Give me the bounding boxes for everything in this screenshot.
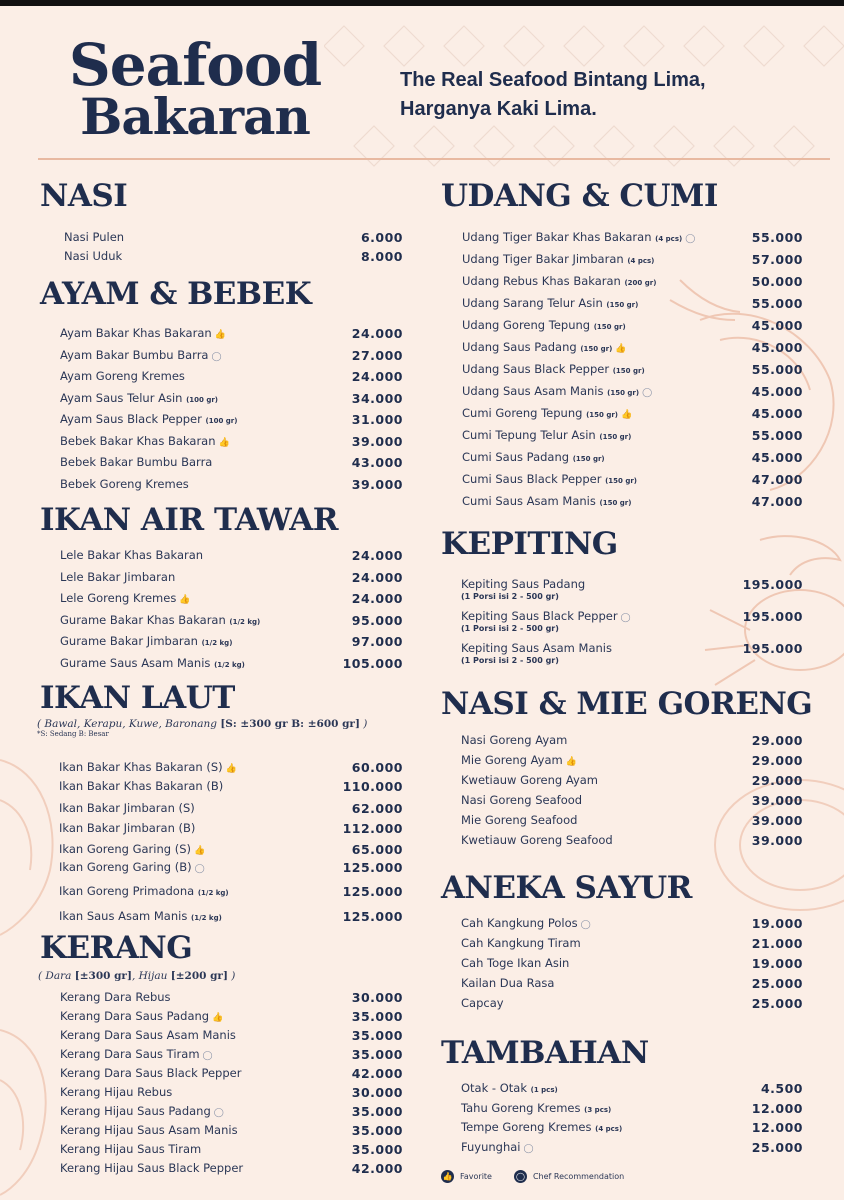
item-name: Gurame Bakar Jimbaran <box>60 634 198 649</box>
item-name: Mie Goreng Ayam <box>461 753 563 767</box>
item-weight: (100 gr) <box>186 395 219 404</box>
item-name: Gurame Saus Asam Manis <box>60 655 211 670</box>
item-name: Kerang Hijau Saus Tiram <box>60 1142 202 1156</box>
item-name: Ayam Saus Telur Asin <box>60 390 183 405</box>
menu-item <box>461 577 803 609</box>
list-aneka-sayur <box>461 916 803 1016</box>
menu-item <box>461 1140 803 1160</box>
item-name: Udang Sarang Telur Asin <box>462 296 603 310</box>
menu-item <box>461 976 803 996</box>
menu-item <box>462 230 803 252</box>
item-weight: (150 gr) <box>606 301 639 309</box>
item-price: 35.000 <box>351 1104 403 1119</box>
menu-item <box>461 1081 803 1101</box>
item-price: 35.000 <box>351 1028 403 1043</box>
note-end: ) <box>359 718 368 730</box>
item-price: 39.000 <box>351 433 403 449</box>
item-weight: (1/2 kg) <box>191 914 222 922</box>
list-ikan-laut <box>59 760 403 929</box>
item-price: 62.000 <box>351 800 403 816</box>
item-price: 125.000 <box>342 860 403 875</box>
item-name: Kerang Hijau Rebus <box>60 1085 173 1099</box>
item-price: 110.000 <box>342 778 403 794</box>
item-name: Cah Toge Ikan Asin <box>461 956 570 970</box>
menu-item <box>60 1104 403 1123</box>
item-name: Tahu Goreng Kremes <box>461 1100 581 1115</box>
section-title: AYAM & BEBEK <box>40 276 312 312</box>
item-price: 55.000 <box>751 428 803 443</box>
item-price: 19.000 <box>751 916 803 931</box>
item-price: 125.000 <box>342 909 403 924</box>
thumbs-up-icon: 👍 <box>179 595 191 606</box>
thumbs-up-icon: 👍 <box>214 330 226 340</box>
item-weight: (150 gr) <box>593 323 626 331</box>
section-title: KEPITING <box>441 526 618 562</box>
item-weight: (4 pcs) <box>655 235 683 243</box>
section-title: ANEKA SAYUR <box>441 870 692 906</box>
item-name: Cumi Saus Black Pepper <box>462 472 602 486</box>
item-name: Ayam Saus Black Pepper <box>60 412 202 426</box>
menu-item <box>59 779 403 801</box>
legend-chef: Chef Recommendation <box>532 1172 625 1181</box>
item-price: 112.000 <box>342 820 403 836</box>
chef-hat-icon: ◯ <box>685 234 696 244</box>
item-price: 47.000 <box>751 472 803 487</box>
list-tambahan <box>461 1081 803 1159</box>
item-price: 39.000 <box>751 793 803 808</box>
item-price: 30.000 <box>351 1085 403 1100</box>
item-name: Kepiting Saus Asam Manis <box>461 641 612 655</box>
thumbs-up-icon: 👍 <box>565 757 577 767</box>
item-price: 21.000 <box>751 936 803 951</box>
menu-item <box>60 1161 403 1180</box>
menu-item <box>60 1123 403 1142</box>
item-portion: (1 Porsi isi 2 - 500 gr) <box>461 656 559 665</box>
section-nasi-mie-goreng <box>441 686 813 722</box>
menu-item <box>60 1142 403 1161</box>
section-tambahan <box>441 1035 803 1071</box>
item-name: Kepiting Saus Padang <box>461 577 586 591</box>
menu-item <box>60 391 403 413</box>
item-price: 65.000 <box>351 841 403 857</box>
item-name: Kerang Dara Saus Tiram <box>60 1047 200 1061</box>
section-title: IKAN LAUT <box>40 680 235 716</box>
menu-item <box>60 613 403 635</box>
list-ikan-air-tawar <box>60 548 403 678</box>
section-ikan-air-tawar <box>40 502 403 538</box>
menu-item <box>59 842 403 861</box>
item-name: Cumi Tepung Telur Asin <box>462 428 596 442</box>
item-price: 47.000 <box>751 494 803 509</box>
item-name: Otak - Otak <box>461 1081 527 1095</box>
item-weight: (1/2 kg) <box>229 617 261 626</box>
item-price: 24.000 <box>351 569 403 585</box>
item-price: 55.000 <box>751 230 803 245</box>
menu-item <box>462 472 803 494</box>
menu-item <box>462 296 803 318</box>
item-price: 195.000 <box>742 609 803 624</box>
menu-item <box>461 996 803 1016</box>
item-price: 35.000 <box>351 1047 403 1062</box>
item-price: 4.500 <box>760 1081 803 1096</box>
item-price: 29.000 <box>751 753 803 768</box>
item-name: Capcay <box>461 996 504 1010</box>
item-weight: (150 gr) <box>607 389 640 397</box>
section-title: KERANG <box>40 930 193 966</box>
menu-item <box>461 609 803 641</box>
menu-item <box>462 252 803 274</box>
thumbs-up-icon: 👍 <box>193 845 206 856</box>
item-price: 43.000 <box>351 455 403 470</box>
menu-item <box>60 434 403 456</box>
menu-item <box>461 956 803 976</box>
item-weight: (1 pcs) <box>530 1086 558 1094</box>
item-price: 97.000 <box>351 634 403 650</box>
ikan-laut-note <box>37 718 403 738</box>
item-weight: (200 gr) <box>624 279 657 287</box>
thumbs-up-icon: 👍 <box>621 410 633 420</box>
menu-item <box>461 641 803 673</box>
note-sizes: [S: ±300 gr B: ±600 gr] <box>220 718 360 730</box>
note-c: , Hijau <box>131 970 168 982</box>
menu-item <box>64 230 403 249</box>
chef-hat-icon: ◯ <box>211 351 222 362</box>
item-price: 24.000 <box>351 369 403 384</box>
section-title: NASI <box>40 178 128 214</box>
chef-hat-icon: ◯ <box>642 388 653 398</box>
menu-item <box>60 591 403 613</box>
thumbs-up-icon: 👍 <box>442 1172 453 1181</box>
item-name: Ikan Saus Asam Manis <box>59 909 188 923</box>
section-title: IKAN AIR TAWAR <box>40 502 339 538</box>
item-name: Mie Goreng Seafood <box>461 813 578 827</box>
legend-favorite: Favorite <box>460 1172 492 1181</box>
item-name: Cah Kangkung Tiram <box>461 936 581 950</box>
menu-item <box>462 450 803 472</box>
item-price: 39.000 <box>751 833 803 848</box>
item-price: 12.000 <box>751 1100 803 1116</box>
menu-item <box>462 274 803 296</box>
thumbs-up-icon: 👍 <box>225 764 237 774</box>
menu-item <box>461 793 803 813</box>
item-price: 29.000 <box>751 773 803 788</box>
menu-item <box>60 455 403 477</box>
item-name: Kailan Dua Rasa <box>461 976 555 990</box>
note-species: ( Bawal, Kerapu, Kuwe, Baronang <box>37 718 217 730</box>
item-name: Kerang Hijau Saus Asam Manis <box>60 1123 238 1137</box>
item-price: 55.000 <box>751 296 803 311</box>
thumbs-up-icon: 👍 <box>218 437 230 448</box>
menu-item <box>60 369 403 391</box>
menu-item <box>461 773 803 793</box>
menu-item <box>60 1066 403 1085</box>
thumbs-up-icon: 👍 <box>212 1013 224 1023</box>
item-name: Ikan Bakar Khas Bakaran (B) <box>59 778 224 793</box>
chef-hat-icon: ◯ <box>213 1108 224 1118</box>
item-name: Nasi Pulen <box>64 230 125 244</box>
item-name: Tempe Goreng Kremes <box>461 1120 592 1134</box>
section-udang-cumi <box>441 178 803 214</box>
item-weight: (1/2 kg) <box>201 639 233 648</box>
menu-item <box>461 916 803 936</box>
item-price: 35.000 <box>351 1142 403 1157</box>
tagline <box>400 66 706 124</box>
item-name: Lele Goreng Kremes <box>60 591 177 606</box>
item-name: Cah Kangkung Polos <box>461 916 578 930</box>
item-name: Ayam Bakar Bumbu Barra <box>60 347 209 362</box>
section-title: NASI & MIE GORENG <box>441 686 813 722</box>
menu-item <box>462 362 803 384</box>
menu-item <box>60 656 403 678</box>
menu-item <box>60 1028 403 1047</box>
item-price: 8.000 <box>360 249 403 264</box>
item-name: Ikan Goreng Garing (S) <box>59 841 191 856</box>
tagline-line2: Harganya Kaki Lima. <box>400 98 597 120</box>
item-price: 50.000 <box>751 274 803 289</box>
item-weight: (3 pcs) <box>584 1105 612 1114</box>
item-name: Bebek Goreng Kremes <box>60 476 189 491</box>
menu-item <box>60 990 403 1009</box>
item-name: Ikan Bakar Jimbaran (S) <box>59 800 195 815</box>
chef-hat-icon: ◯ <box>202 1051 213 1061</box>
item-price: 45.000 <box>751 450 803 465</box>
section-kepiting <box>441 526 803 562</box>
menu-item <box>462 406 803 428</box>
item-name: Lele Bakar Jimbaran <box>60 569 176 584</box>
item-name: Kerang Hijau Saus Black Pepper <box>60 1161 244 1175</box>
icon-legend <box>441 1170 624 1183</box>
list-kepiting <box>461 577 803 673</box>
item-name: Kerang Dara Rebus <box>60 990 171 1004</box>
menu-item <box>461 936 803 956</box>
item-price: 39.000 <box>751 813 803 828</box>
item-name: Bebek Bakar Bumbu Barra <box>60 455 213 469</box>
note-b: [±300 gr] <box>74 970 132 982</box>
item-name: Udang Saus Padang <box>462 340 577 354</box>
tagline-line1: The Real Seafood Bintang Lima, <box>400 69 706 91</box>
list-ayam-bebek <box>60 326 403 498</box>
item-price: 27.000 <box>351 347 403 363</box>
item-name: Ikan Goreng Garing (B) <box>59 860 192 874</box>
item-portion: (1 Porsi isi 2 - 500 gr) <box>461 624 559 633</box>
item-name: Kepiting Saus Black Pepper <box>461 609 618 623</box>
item-price: 45.000 <box>751 340 803 355</box>
menu-item <box>59 884 403 909</box>
section-aneka-sayur <box>441 870 803 906</box>
item-portion: (1 Porsi isi 2 - 500 gr) <box>461 592 559 601</box>
section-ayam-bebek <box>40 276 403 312</box>
item-weight: (150 gr) <box>605 477 638 485</box>
item-price: 24.000 <box>351 548 403 563</box>
item-name: Nasi Uduk <box>64 249 123 263</box>
menu-item <box>60 412 403 434</box>
item-name: Kerang Dara Saus Padang <box>60 1009 210 1023</box>
note-a: ( Dara <box>38 970 72 982</box>
menu-item <box>60 477 403 499</box>
menu-item <box>60 570 403 592</box>
item-name: Udang Tiger Bakar Jimbaran <box>462 252 624 266</box>
menu-item <box>60 1085 403 1104</box>
section-title: UDANG & CUMI <box>441 178 718 214</box>
menu-item <box>59 860 403 884</box>
menu-item <box>462 428 803 450</box>
menu-item <box>462 494 803 516</box>
item-weight: (1/2 kg) <box>214 660 245 669</box>
item-price: 25.000 <box>751 976 803 991</box>
item-price: 29.000 <box>751 733 803 748</box>
menu-item <box>59 909 403 929</box>
item-name: Udang Saus Black Pepper <box>462 362 610 376</box>
item-name: Fuyunghai <box>461 1139 521 1154</box>
menu-item <box>59 760 403 779</box>
item-price: 24.000 <box>351 591 403 607</box>
item-name: Cumi Saus Padang <box>462 450 570 464</box>
item-name: Kwetiauw Goreng Seafood <box>461 833 613 847</box>
item-weight: (100 gr) <box>205 417 238 425</box>
item-price: 35.000 <box>351 1123 403 1138</box>
item-weight: (150 gr) <box>572 455 605 463</box>
item-price: 195.000 <box>742 641 803 656</box>
item-price: 95.000 <box>351 612 403 628</box>
kerang-note <box>38 970 403 982</box>
item-weight: (150 gr) <box>586 411 619 419</box>
item-price: 57.000 <box>751 252 803 267</box>
item-name: Kerang Dara Saus Asam Manis <box>60 1028 236 1042</box>
list-nasi-mie-goreng <box>461 733 803 853</box>
section-title: TAMBAHAN <box>441 1035 649 1071</box>
menu-item <box>64 249 403 268</box>
section-kerang <box>40 930 403 966</box>
item-price: 35.000 <box>351 1009 403 1024</box>
chef-hat-icon: ◯ <box>523 1143 534 1154</box>
menu-item <box>462 384 803 406</box>
item-price: 125.000 <box>342 884 403 899</box>
menu-item <box>461 753 803 773</box>
chef-hat-icon: ◯ <box>194 864 205 874</box>
item-name: Ikan Goreng Primadona <box>59 884 195 898</box>
menu-item <box>60 326 403 348</box>
header-divider <box>38 158 830 160</box>
thumbs-up-icon: 👍 <box>615 344 627 354</box>
item-price: 31.000 <box>351 412 403 427</box>
item-price: 55.000 <box>751 362 803 377</box>
item-name: Gurame Bakar Khas Bakaran <box>60 612 226 627</box>
brand-line1: Seafood <box>68 31 322 99</box>
menu-item <box>461 833 803 853</box>
list-udang-cumi <box>462 230 803 516</box>
item-price: 195.000 <box>742 577 803 592</box>
item-weight: (4 pcs) <box>627 257 655 265</box>
item-price: 25.000 <box>751 996 803 1011</box>
chef-hat-icon: ◯ <box>580 920 591 930</box>
menu-item <box>462 340 803 362</box>
menu-item <box>462 318 803 340</box>
item-name: Cumi Saus Asam Manis <box>462 494 596 508</box>
item-name: Udang Saus Asam Manis <box>462 384 604 398</box>
item-weight: (150 gr) <box>599 433 632 441</box>
shell-illustration <box>0 1000 60 1200</box>
item-price: 24.000 <box>351 326 403 341</box>
item-price: 45.000 <box>751 318 803 333</box>
item-price: 45.000 <box>751 406 803 421</box>
item-name: Udang Goreng Tepung <box>462 318 591 332</box>
item-price: 6.000 <box>360 230 403 245</box>
menu-item <box>461 733 803 753</box>
item-weight: (150 gr) <box>599 499 632 507</box>
item-weight: (1/2 kg) <box>197 889 229 897</box>
menu-item <box>60 1009 403 1028</box>
menu-item <box>59 801 403 821</box>
item-name: Kwetiauw Goreng Ayam <box>461 773 599 787</box>
item-name: Udang Rebus Khas Bakaran <box>462 274 621 288</box>
menu-item <box>461 1120 803 1140</box>
item-weight: (4 pcs) <box>595 1125 623 1133</box>
menu-item <box>60 348 403 370</box>
item-name: Nasi Goreng Ayam <box>461 733 568 747</box>
menu-item <box>461 813 803 833</box>
item-price: 39.000 <box>351 476 403 492</box>
item-weight: (150 gr) <box>580 345 613 353</box>
brand-line2: Bakaran <box>80 87 310 146</box>
item-price: 30.000 <box>351 990 403 1005</box>
item-name: Nasi Goreng Seafood <box>461 793 583 807</box>
item-name: Ayam Goreng Kremes <box>60 369 185 383</box>
menu-item <box>60 634 403 656</box>
note-e: ) <box>227 970 236 982</box>
item-name: Udang Tiger Bakar Khas Bakaran <box>462 230 652 244</box>
item-price: 19.000 <box>751 956 803 971</box>
item-price: 12.000 <box>751 1120 803 1135</box>
item-price: 42.000 <box>351 1161 403 1176</box>
chef-hat-icon: ◯ <box>514 1170 527 1183</box>
list-nasi <box>64 230 403 268</box>
item-price: 34.000 <box>351 390 403 406</box>
item-name: Lele Bakar Khas Bakaran <box>60 548 204 562</box>
menu-item <box>60 548 403 570</box>
item-price: 45.000 <box>751 384 803 399</box>
menu-item <box>461 1101 803 1121</box>
list-kerang <box>60 990 403 1180</box>
item-name: Kerang Hijau Saus Padang <box>60 1104 211 1118</box>
section-nasi <box>40 178 403 214</box>
item-price: 42.000 <box>351 1066 403 1081</box>
item-name: Ikan Bakar Khas Bakaran (S) <box>59 760 223 774</box>
brand-logo <box>40 31 350 146</box>
item-name: Bebek Bakar Khas Bakaran <box>60 433 216 448</box>
item-name: Ayam Bakar Khas Bakaran <box>60 326 212 340</box>
section-ikan-laut <box>40 680 403 716</box>
note-d: [±200 gr] <box>170 970 228 982</box>
size-legend-note: *S: Sedang B: Besar <box>37 730 109 738</box>
menu-item <box>60 1047 403 1066</box>
item-price: 25.000 <box>751 1139 803 1155</box>
item-name: Kerang Dara Saus Black Pepper <box>60 1066 242 1080</box>
item-name: Cumi Goreng Tepung <box>462 406 583 420</box>
item-weight: (150 gr) <box>612 367 645 375</box>
item-price: 105.000 <box>342 655 403 671</box>
chef-hat-icon: ◯ <box>620 613 631 623</box>
item-name: Ikan Bakar Jimbaran (B) <box>59 820 196 835</box>
item-price: 60.000 <box>351 760 403 775</box>
menu-item <box>59 821 403 842</box>
